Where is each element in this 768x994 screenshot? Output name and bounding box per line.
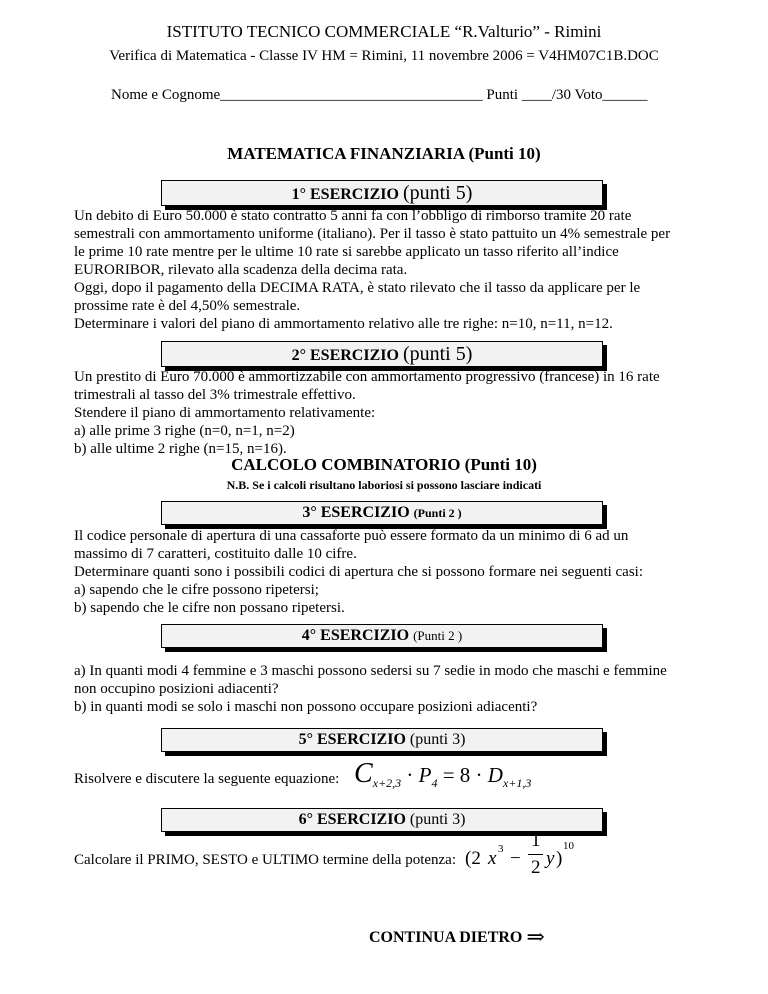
exercise-3-header [161,501,603,525]
text-line: Un prestito di Euro 70.000 è ammortizzabile con ammortamento progressivo (francese) in 16 rate [74,369,660,385]
expr-minus: − [510,848,521,869]
eq-P-sub: 4 [431,776,438,790]
text-line: semestrali con ammortamento uniforme (italiano). Per il tasso è stato pattuito un 4% semestrale per [74,226,671,242]
text-line: non occupino posizioni adiacenti? [74,681,279,697]
exercise-3-points: (Punti 2 ) [413,506,462,520]
expr-y: y [546,848,555,869]
exercise-1-title: 1° ESERCIZIO [291,186,399,203]
text-line: Determinare quanti sono i possibili codici di apertura che si possono formare nei seguenti casi: [74,564,644,580]
fraction-bar [528,854,543,855]
exercise-4-title: 4° ESERCIZIO [301,627,410,644]
eq-dot: · [406,763,414,787]
exercise-5-equation [354,758,531,791]
expr-open: (2 [465,848,481,869]
exercise-2-header [161,341,603,367]
text-line: Determinare i valori del piano di ammortamento relativo alle tre righe: n=10, n=11, n=12. [74,316,613,332]
school-title: ISTITUTO TECNICO COMMERCIALE “R.Valturio” - Rimini [166,22,602,41]
exercise-5-title: 5° ESERCIZIO [298,731,406,748]
eq-C: C [354,758,373,789]
exercise-1-text [74,207,714,333]
exercise-2-points: (punti 5) [402,343,473,365]
text-line: Un debito di Euro 50.000 è stato contratto 5 anni fa con l’obbligo di rimborso tramite 20 rate [74,208,632,224]
eq-P: P [418,763,432,787]
text-line: a) In quanti modi 4 femmine e 3 maschi possono sedersi su 7 sedie in modo che maschi e femmine [74,663,667,679]
text-line: trimestrali al tasso del 3% trimestrale effettivo. [74,387,356,403]
text-line: a) alle prime 3 righe (n=0, n=1, n=2) [74,423,295,439]
text-line: b) in quanti modi se solo i maschi non possono occupare posizioni adiacenti? [74,699,538,715]
exercise-5-text: Risolvere e discutere la seguente equazione: [74,771,340,787]
expr-exp: 10 [563,840,574,852]
exam-subtitle: Verifica di Matematica - Classe IV HM = Rimini, 11 novembre 2006 = V4HM07C1B.DOC [109,48,659,64]
section-note: N.B. Se i calcoli risultano laboriosi si possono lasciare indicati [226,478,542,492]
exercise-3-text [74,527,714,617]
exercise-6-header [161,808,603,832]
eq-D-sub: x+1,3 [502,776,532,790]
exercise-6-title: 6° ESERCIZIO [298,811,406,828]
section-title-combinatorics: CALCOLO COMBINATORIO (Punti 10) [231,455,537,474]
text-line: le prime 10 rate mentre per le ultime 10 rate si sarebbe applicato un tasso riferito all’indice [74,244,619,260]
exercise-1-header [161,180,603,206]
exercise-2-title: 2° ESERCIZIO [291,347,399,364]
text-line: Il codice personale di apertura di una cassaforte può essere formato da un minimo di 6 ad un [74,528,629,544]
eq-C-sub: x+2,3 [372,776,402,790]
exercise-5-header [161,728,603,752]
exercise-2-text [74,368,714,458]
exercise-6-text: Calcolare il PRIMO, SESTO e ULTIMO termine della potenza: [74,852,457,868]
text-line: b) alle ultime 2 righe (n=15, n=16). [74,441,287,457]
eq-equals: = 8 · [442,763,483,787]
expr-num: 1 [531,830,541,851]
text-line: Oggi, dopo il pagamento della DECIMA RATA, è stato rilevato che il tasso da applicare per le [74,280,641,296]
text-line: a) sapendo che le cifre possono ripetersi; [74,582,319,598]
section-title-financial: MATEMATICA FINANZIARIA (Punti 10) [227,144,541,163]
eq-D: D [487,763,503,787]
expr-x: x [488,848,497,869]
expr-x-exp: 3 [498,843,504,855]
exercise-3-title: 3° ESERCIZIO [302,504,410,521]
student-info-line: Nome e Cognome___________________________________ Punti ____/30 Voto______ [111,87,648,103]
exercise-4-text [74,662,714,716]
text-line: Stendere il piano di ammortamento relativamente: [74,405,376,421]
text-line: prossime rate è del 4,50% semestrale. [74,298,301,314]
text-line: b) sapendo che le cifre non possano ripetersi. [74,600,345,616]
right-arrow-icon: ⇒ [526,924,545,949]
exercise-6-expression [465,830,605,880]
exercise-4-points: (Punti 2 ) [413,628,463,643]
text-line: EURORIBOR, rilevato alla scadenza della decima rata. [74,262,408,278]
exercise-4-header [161,624,603,648]
exercise-1-points: (punti 5) [402,182,473,204]
expr-close: ) [556,848,563,869]
exercise-6-points: (punti 3) [409,811,466,828]
expr-den: 2 [531,857,541,878]
exercise-5-points: (punti 3) [409,731,466,748]
text-line: massimo di 7 caratteri, costituito dalle 10 cifre. [74,546,357,562]
continue-text: CONTINUA DIETRO [369,929,523,946]
continue-label [369,924,545,950]
